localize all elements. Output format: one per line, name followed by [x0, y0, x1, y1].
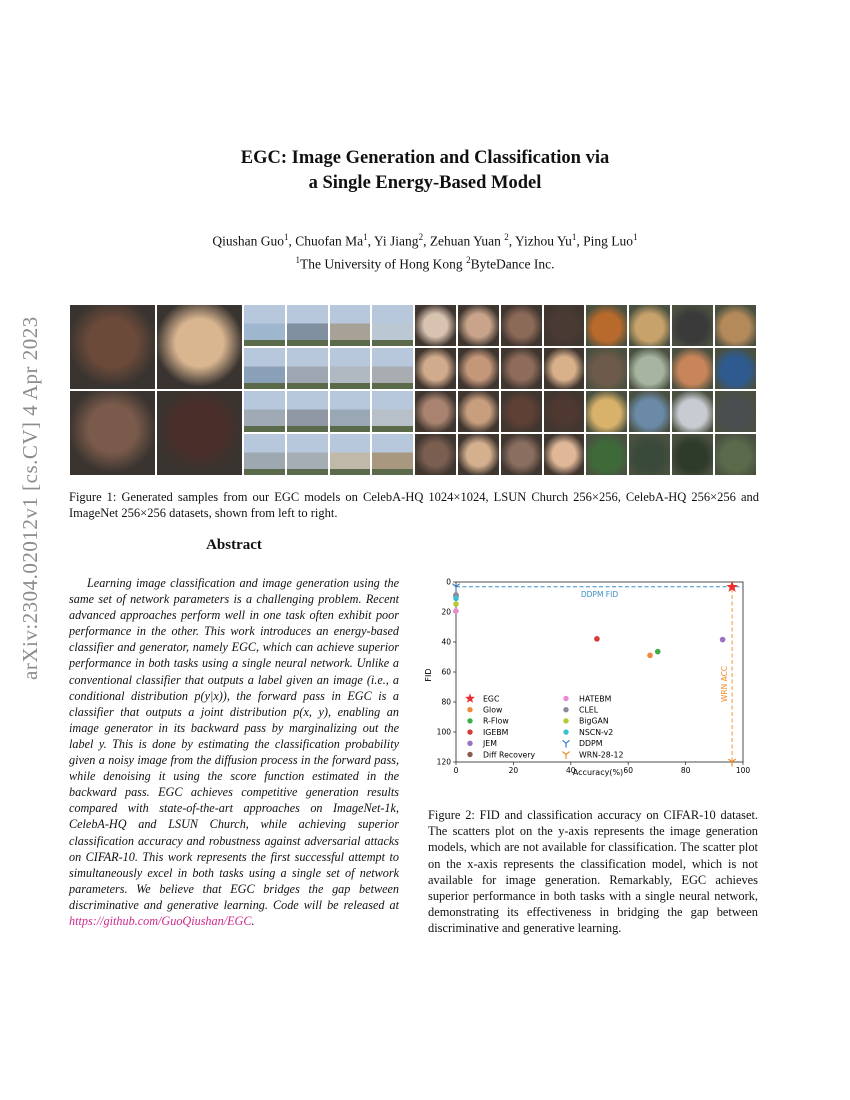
legend-item-ddpm-marker-arm-right: [566, 740, 570, 743]
sample-image-face: [69, 304, 156, 390]
legend-item-nscn-v2-label: NSCN-v2: [579, 727, 614, 737]
sample-image-flower: [671, 433, 714, 476]
abstract-body: [69, 575, 399, 929]
abstract-end: .: [251, 913, 255, 928]
sample-image-animal: [585, 304, 628, 347]
author-sup: 1: [571, 232, 577, 242]
sample-image-face: [457, 390, 500, 433]
sample-image-face: [457, 347, 500, 390]
sample-image-church: [243, 347, 286, 390]
legend-item-egc-label: EGC: [483, 694, 500, 704]
sample-image-face: [156, 390, 243, 476]
affiliations: [0, 251, 850, 274]
sample-image-animal: [671, 390, 714, 433]
sample-image-face: [69, 390, 156, 476]
sample-image-church: [371, 347, 414, 390]
sample-image-church: [286, 304, 329, 347]
x-tick-label: 80: [680, 766, 691, 775]
y-tick-label: 40: [441, 637, 451, 647]
sample-image-face: [414, 304, 457, 347]
legend-item-ddpm-marker-arm-left: [562, 740, 566, 743]
legend-item-glow-marker: [467, 707, 472, 712]
sample-image-church: [243, 390, 286, 433]
point-nscn-v2: [453, 596, 459, 602]
sample-image-bird: [585, 433, 628, 476]
sample-image-face: [543, 390, 586, 433]
sample-image-face: [543, 347, 586, 390]
sample-image-church: [329, 390, 372, 433]
legend-item-wrn-28-12-marker-arm-left: [562, 752, 566, 755]
affiliation-1: The University of Hong Kong: [299, 256, 467, 271]
sample-image-church: [329, 347, 372, 390]
legend-item-jem-label: JEM: [483, 739, 497, 749]
author-name: Yi Jiang: [373, 233, 419, 249]
sample-image-flower: [628, 433, 671, 476]
sample-image-church: [286, 390, 329, 433]
point-glow: [647, 653, 653, 659]
x-axis-label: Accuracy(%): [572, 768, 624, 777]
x-tick-label: 0: [453, 766, 459, 775]
sample-image-face: [500, 347, 543, 390]
sample-image-face: [156, 304, 243, 390]
abstract-paragraph: [69, 575, 399, 929]
legend-item-r-flow-marker: [467, 718, 472, 723]
point-hatebm: [453, 608, 459, 614]
y-tick-label: 0: [446, 577, 451, 587]
point-wrn-28-12-arm-right: [732, 759, 736, 762]
author-block: [0, 228, 850, 273]
sample-image-animal: [714, 390, 757, 433]
legend-item-igebm-marker: [467, 729, 472, 734]
sample-image-face: [543, 433, 586, 476]
affiliation-2: ByteDance Inc.: [470, 256, 555, 271]
x-tick-label: 60: [623, 766, 633, 775]
x-tick-label: 40: [566, 766, 576, 775]
legend-item-diff-recovery-label: Diff Recovery: [483, 750, 536, 760]
sample-image-church: [329, 304, 372, 347]
sample-image-church: [371, 304, 414, 347]
sample-image-face: [500, 433, 543, 476]
affil-sup: 1: [295, 254, 300, 265]
paper-title: [0, 146, 850, 196]
author-sup: 2: [504, 232, 509, 242]
y-tick-label: 80: [441, 697, 451, 707]
point-wrn-28-12-arm-left: [728, 759, 732, 762]
title-line-2: a Single Energy-Based Model: [308, 173, 542, 193]
sample-image-church: [286, 433, 329, 476]
author-name: Zehuan Yuan: [429, 233, 501, 249]
sample-image-church: [371, 390, 414, 433]
y-axis-label: FID: [424, 668, 433, 682]
point-ddpm-arm-left: [452, 584, 456, 587]
figure-2-caption: Figure 2: FID and classification accuracy on CIFAR-10 dataset. The scatters plot on the y-axis represents the image generation models, which are not available for classification. The scatter plot on the x-axis represents the classification model, which is not available for image generation. Remarkably, EGC achieves superior performance in both tasks with a single neural network, demonstrating its effectiveness in bridging the gap between discriminative and generative learning.: [428, 808, 758, 936]
legend-item-igebm-label: IGEBM: [483, 727, 509, 737]
legend-item-wrn-28-12-marker: [562, 752, 569, 759]
y-tick-label: 100: [436, 727, 451, 737]
sample-image-face: [500, 304, 543, 347]
sample-image-food: [714, 304, 757, 347]
legend-item-egc-marker: [465, 693, 475, 702]
legend-item-hatebm-label: HATEBM: [579, 694, 612, 704]
sample-image-church: [243, 433, 286, 476]
author-sup: 1: [633, 232, 638, 242]
figure-2-chart: [418, 568, 758, 780]
affil-sup: 2: [466, 254, 471, 265]
sample-image-face: [457, 433, 500, 476]
sample-image-church: [243, 304, 286, 347]
author-sup: 2: [418, 232, 424, 242]
legend-item-biggan-marker: [563, 718, 568, 723]
legend-item-ddpm-label: DDPM: [579, 739, 603, 749]
sample-image-animal: [585, 347, 628, 390]
ref-label-ddpm-fid: DDPM FID: [580, 589, 619, 599]
point-biggan: [453, 601, 459, 607]
point-igebm: [594, 636, 600, 642]
figure-1-caption: Figure 1: Generated samples from our EGC models on CelebA-HQ 1024×1024, LSUN Church 256×256, CelebA-HQ 256×256 and ImageNet 256×256 datasets, shown from left to right.: [69, 490, 759, 520]
abstract-heading: Abstract: [206, 537, 262, 553]
y-tick-label: 120: [436, 757, 451, 767]
y-tick-label: 60: [441, 667, 451, 677]
point-r-flow: [655, 649, 661, 655]
arxiv-stamp-text: arXiv:2304.02012v1 [cs.CV] 4 Apr 2023: [18, 316, 42, 680]
figure-1-sample-grid: [69, 304, 757, 476]
legend-item-ddpm-marker: [562, 740, 569, 747]
sample-image-face: [500, 390, 543, 433]
legend-item-jem-marker: [467, 741, 472, 746]
x-tick-label: 100: [735, 766, 751, 775]
sample-image-church: [329, 433, 372, 476]
author-sup: 1: [284, 232, 289, 242]
chart-legend: [465, 693, 623, 759]
sample-image-church: [371, 433, 414, 476]
title-line-1: EGC: Image Generation and Classification via: [240, 148, 610, 168]
author-sup: 1: [363, 232, 368, 242]
legend-item-hatebm-marker: [563, 696, 568, 701]
code-link[interactable]: https://github.com/GuoQiushan/EGC: [69, 913, 252, 928]
arxiv-stamp: [8, 300, 52, 680]
legend-item-clel-marker: [563, 707, 568, 712]
author-name: Qiushan Guo: [212, 233, 285, 249]
legend-item-wrn-28-12-label: WRN-28-12: [579, 750, 624, 760]
legend-item-r-flow-label: R-Flow: [483, 716, 509, 726]
ref-label-wrn-acc: WRN ACC: [720, 665, 730, 703]
legend-item-biggan-label: BigGAN: [579, 716, 609, 726]
sample-image-face: [414, 390, 457, 433]
author-name: Yizhou Yu: [515, 233, 572, 249]
sample-image-animal: [714, 347, 757, 390]
legend-item-clel-label: CLEL: [579, 705, 599, 715]
sample-image-animal: [628, 347, 671, 390]
point-ddpm-arm-right: [456, 584, 460, 587]
sample-image-animal: [628, 304, 671, 347]
x-tick-label: 20: [508, 766, 519, 775]
sample-image-scene: [628, 390, 671, 433]
sample-image-church: [286, 347, 329, 390]
sample-image-face: [414, 433, 457, 476]
point-jem: [720, 637, 726, 643]
sample-image-animal: [671, 347, 714, 390]
sample-image-face: [414, 347, 457, 390]
legend-item-nscn-v2-marker: [563, 729, 568, 734]
legend-item-diff-recovery-marker: [467, 752, 472, 757]
sample-image-food: [585, 390, 628, 433]
sample-image-face: [457, 304, 500, 347]
author-name: Chuofan Ma: [295, 233, 364, 249]
legend-item-glow-label: Glow: [483, 705, 503, 715]
sample-image-animal: [714, 433, 757, 476]
sample-image-animal: [671, 304, 714, 347]
abstract-text: Learning image classification and image generation using the same set of network parameters is a challenging problem. Recent advanced approaches perform well in one task often exhibit poor performance in the other. This work introduces an energy-based classifier and generator, namely EGC, which can achieve superior performance in both tasks using a single neural network. Unlike a conventional classifier that outputs a label given an image (i.e., a conditional distribution p(y|x)), the forward pass in EGC is a classifier that outputs a joint distribution p(x, y), enabling an image generator in its backward pass by marginalizing out the label y. This is done by estimating the classification probability given a noisy image from the diffusion process in the forward pass, while denoising it using the score function estimated in the backward pass. EGC achieves competitive generation results compared with state-of-the-art approaches on ImageNet-1k, CelebA-HQ and LSUN Church, while achieving superior classification accuracy and robustness against adversarial attacks on CIFAR-10. This work represents the first successful attempt to simultaneously excel in both tasks using a single set of network parameters. We believe that EGC bridges the gap between discriminative and generative learning. Code will be released at: [69, 576, 399, 912]
y-tick-label: 20: [441, 607, 451, 617]
sample-image-face: [543, 304, 586, 347]
legend-item-wrn-28-12-marker-arm-right: [566, 752, 570, 755]
author-list: Qiushan Guo$^1$, Chuofan Ma$^1$, Yi Jiang$^2$, Zehuan Yuan $^2$, Yizhou Yu$^1$, Ping Luo$^1$: [212, 232, 638, 249]
author-name: Ping Luo: [583, 233, 634, 249]
